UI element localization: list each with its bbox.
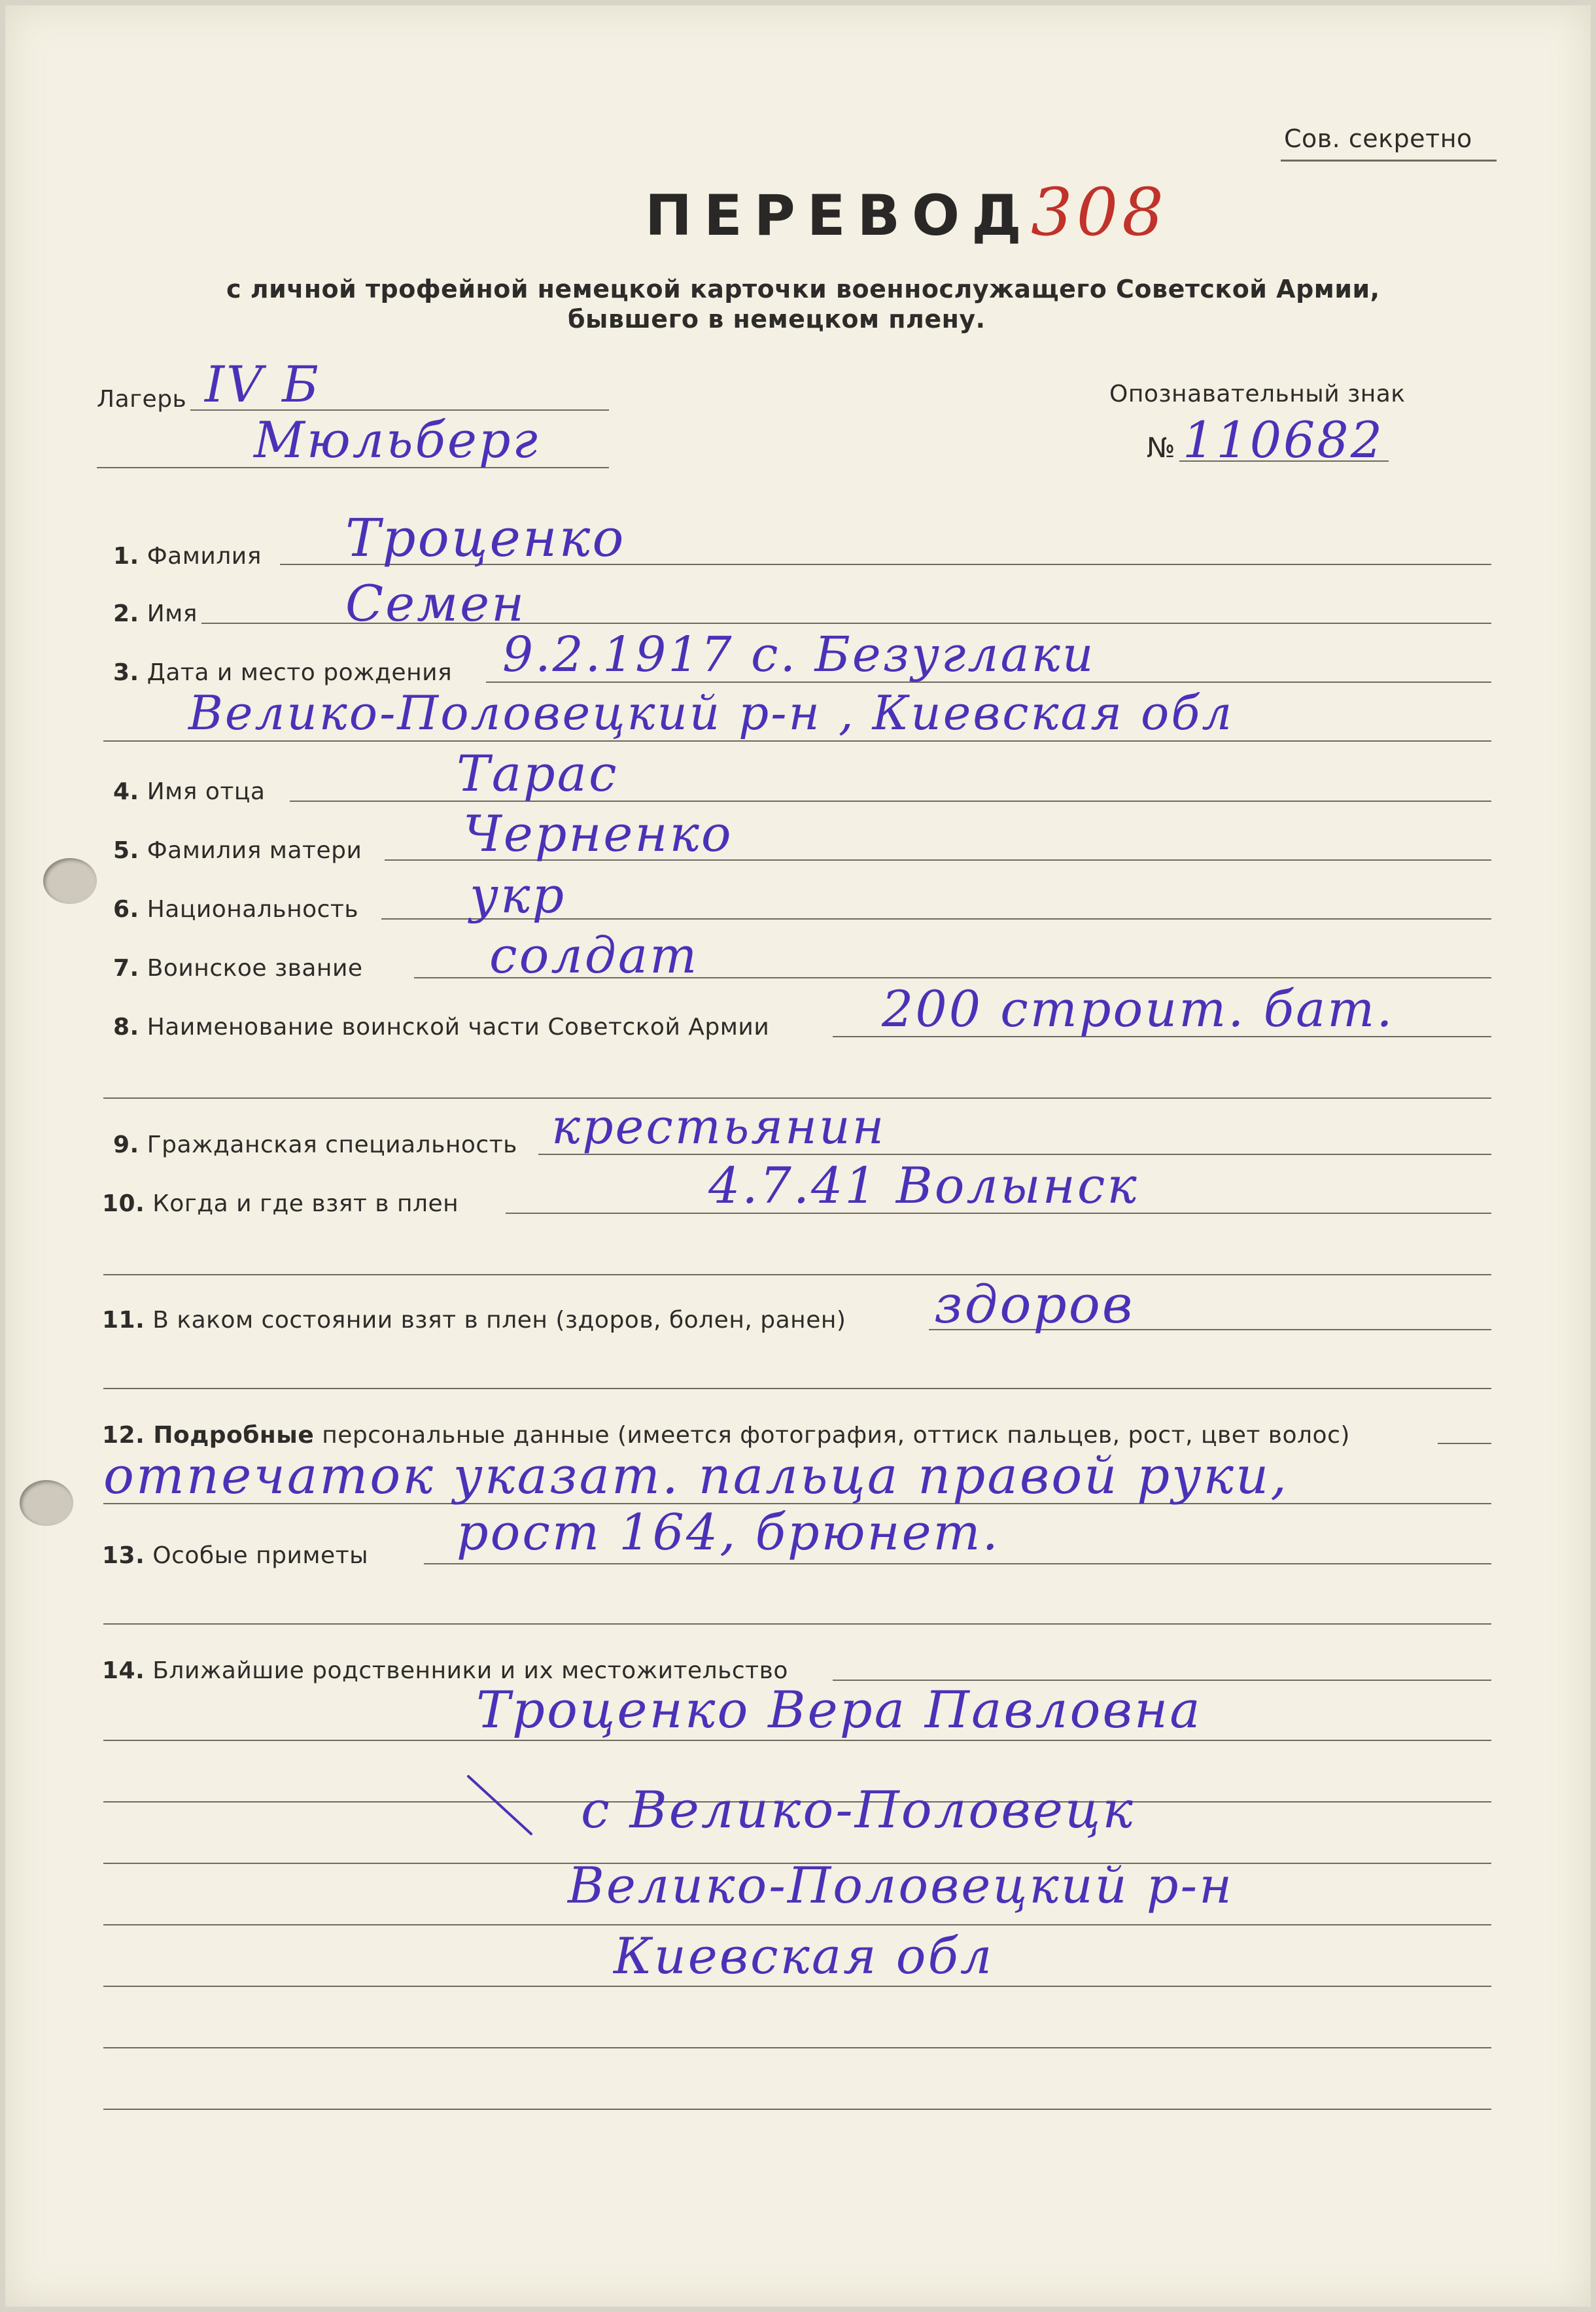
field-14-line-5 <box>103 1924 1491 1925</box>
field-10-line-2 <box>103 1274 1491 1275</box>
document-title: ПЕРЕВОД <box>645 183 1033 249</box>
field-7-label: 7. Воинское звание <box>113 955 363 982</box>
camp-label: Лагерь <box>97 386 187 413</box>
camp-value-2: Мюльберг <box>254 411 540 469</box>
document-page <box>5 5 1591 2307</box>
field-10-label: 10. Когда и где взят в плен <box>102 1190 459 1217</box>
field-6-value: укр <box>470 866 566 924</box>
field-13-value: рост 164, брюнет. <box>457 1503 1000 1561</box>
field-6-label: 6. Национальность <box>113 896 359 923</box>
field-9-value: крестьянин <box>551 1099 886 1155</box>
id-mark-prefix: № <box>1147 432 1176 464</box>
classification-underline <box>1281 160 1497 162</box>
field-13-line-1 <box>424 1563 1491 1564</box>
punch-hole-lower <box>20 1480 73 1526</box>
field-1-value: Троценко <box>345 508 626 568</box>
field-12-line-1 <box>1438 1443 1491 1444</box>
field-12-label: 12. Подробные персональные данные (имеется фотография, оттиск пальцев, рост, цвет волос) <box>102 1422 1350 1449</box>
stamp-number-handwritten: 308 <box>1031 174 1168 250</box>
field-3-value-1: 9.2.1917 с. Безуглаки <box>502 627 1096 683</box>
field-11-value: здоров <box>934 1274 1135 1335</box>
field-5-value: Черненко <box>463 804 733 863</box>
field-14-line-8 <box>103 2109 1491 2110</box>
field-2-value: Семен <box>345 574 527 632</box>
field-3-label: 3. Дата и место рождения <box>113 659 453 686</box>
field-4-value: Тарас <box>457 744 619 802</box>
field-3-value-2: Велико-Половецкий р-н , Киевская обл <box>188 685 1234 740</box>
field-10-value: 4.7.41 Волынск <box>708 1156 1139 1215</box>
field-8-value: 200 строит. бат. <box>882 980 1395 1038</box>
field-7-value: солдат <box>489 926 699 984</box>
classification-label: Сов. секретно <box>1284 124 1472 153</box>
field-14-value-3: Велико-Половецкий р-н <box>568 1856 1234 1914</box>
field-14-value-2: с Велико-Половецк <box>581 1781 1135 1840</box>
id-mark-label: Опознавательный знак <box>1109 381 1406 407</box>
field-13-label: 13. Особые приметы <box>102 1542 369 1569</box>
field-8-label: 8. Наименование воинской части Советской Армии <box>113 1014 770 1041</box>
field-9-label: 9. Гражданская специальность <box>113 1131 517 1158</box>
field-11-line-2 <box>103 1388 1491 1389</box>
field-14-line-2 <box>103 1740 1491 1741</box>
subtitle-line-2: бывшего в немецком плену. <box>568 305 986 334</box>
field-12-value: отпечаток указат. пальца правой руки, <box>103 1447 1289 1506</box>
punch-hole-upper <box>43 858 97 904</box>
pen-stroke-mark <box>463 1771 542 1843</box>
field-14-value-4: Киевская обл <box>614 1927 994 1985</box>
field-14-value-1: Троценко Вера Павловна <box>476 1681 1202 1740</box>
field-11-label: 11. В каком состоянии взят в плен (здоров, болен, ранен) <box>102 1307 846 1334</box>
field-14-label: 14. Ближайшие родственники и их местожительство <box>102 1657 788 1684</box>
camp-value-1: IV Б <box>205 355 321 413</box>
field-4-label: 4. Имя отца <box>113 778 266 805</box>
subtitle-line-1: с личной трофейной немецкой карточки военнослужащего Советской Армии, <box>226 275 1380 303</box>
field-2-label: 2. Имя <box>113 600 198 627</box>
field-5-label: 5. Фамилия матери <box>113 837 362 864</box>
id-mark-value: 110682 <box>1183 411 1385 469</box>
field-1-label: 1. Фамилия <box>113 543 262 570</box>
field-13-line-2 <box>103 1623 1491 1625</box>
field-14-line-7 <box>103 2047 1491 2048</box>
field-14-line-6 <box>103 1986 1491 1987</box>
field-3-line-2 <box>103 740 1491 742</box>
